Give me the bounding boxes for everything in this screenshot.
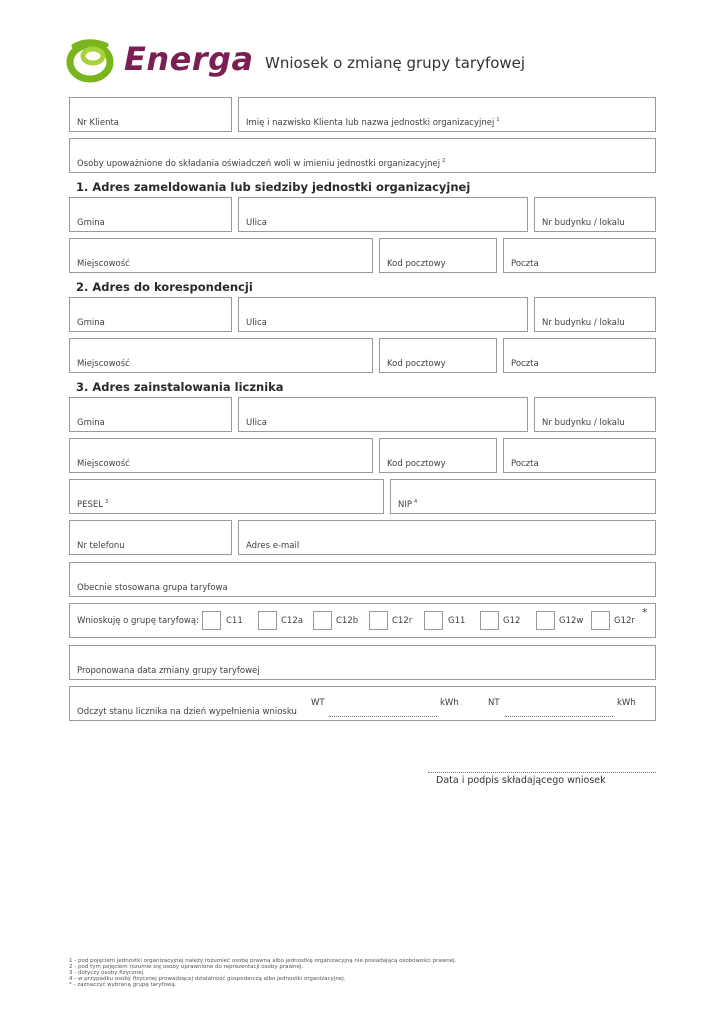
client-name-label: Imię i nazwisko Klienta lub nazwa jednostki organizacyjnej (246, 118, 495, 128)
footnote-ref-2: 2 (442, 158, 446, 165)
s1-miejscowosc-field[interactable] (69, 238, 373, 273)
footnote-ref-1: 1 (496, 117, 500, 124)
proposed-date-label: Proponowana data zmiany grupy taryfowej (77, 666, 260, 676)
footnote-5: * - zaznaczyć wybraną grupę taryfową. (69, 982, 177, 988)
s3-ulica-label: Ulica (246, 418, 267, 428)
phone-label: Nr telefonu (77, 541, 125, 551)
s3-miejscowosc-field[interactable] (69, 438, 373, 473)
s1-poczta-field[interactable] (503, 238, 656, 273)
checkbox-c11[interactable] (202, 611, 221, 630)
s2-kod-field[interactable] (379, 338, 497, 373)
option-c11-label: C11 (226, 616, 243, 626)
s3-kod-label: Kod pocztowy (387, 459, 446, 469)
client-number-label: Nr Klienta (77, 118, 120, 128)
proposed-date-field[interactable] (69, 645, 656, 680)
s3-poczta-label: Poczta (511, 459, 539, 469)
brand-name: Energa (124, 40, 254, 78)
s2-gmina-field[interactable] (69, 297, 232, 332)
form-title: Wniosek o zmianę grupy taryfowej (265, 54, 526, 72)
nt-label: NT (488, 698, 500, 708)
section-2-heading: 2. Adres do korespondencji (76, 280, 253, 294)
email-field[interactable] (238, 520, 656, 555)
footnote-ref-3: 3 (105, 499, 109, 506)
footnote-1: 1 - pod pojęciem jednostki organizacyjnej należy rozumieć osobę prawną albo jednostkę organizacyjną nie posiadającą osobowości prawnej. (69, 958, 457, 964)
checkbox-c12b[interactable] (313, 611, 332, 630)
s2-poczta-field[interactable] (503, 338, 656, 373)
meter-reading-label: Odczyt stanu licznika na dzień wypełnienia wniosku (77, 707, 297, 717)
checkbox-c12a[interactable] (258, 611, 277, 630)
footnote-ref-4: 4 (414, 499, 418, 506)
footnote-2: 2 - pod tym pojęciem rozumie się osoby uprawnione do reprezentacji osoby prawnej. (69, 964, 304, 970)
s2-gmina-label: Gmina (77, 318, 105, 328)
s2-nr-budynku-label: Nr budynku / lokalu (542, 318, 625, 328)
option-c12r-label: C12r (392, 616, 413, 626)
s1-miejscowosc-label: Miejscowość (77, 259, 130, 269)
s1-kod-field[interactable] (379, 238, 497, 273)
client-number-field[interactable] (69, 97, 232, 132)
s1-gmina-label: Gmina (77, 218, 105, 228)
option-g11-label: G11 (448, 616, 466, 626)
s2-nr-budynku-field[interactable] (534, 297, 656, 332)
nip-label: NIP (398, 500, 412, 510)
option-g12r-label: G12r (614, 616, 635, 626)
energa-logo (66, 36, 254, 84)
checkbox-g11[interactable] (424, 611, 443, 630)
requested-tariff-row (69, 603, 656, 638)
s2-poczta-label: Poczta (511, 359, 539, 369)
email-label: Adres e-mail (246, 541, 300, 551)
wt-input-line[interactable] (329, 716, 437, 717)
phone-field[interactable] (69, 520, 232, 555)
s3-poczta-field[interactable] (503, 438, 656, 473)
section-1-heading: 1. Adres zameldowania lub siedziby jednostki organizacyjnej (76, 180, 471, 194)
energa-swirl-icon (66, 36, 116, 84)
s2-ulica-label: Ulica (246, 318, 267, 328)
requested-tariff-label: Wnioskuję o grupę taryfową: (77, 616, 199, 626)
wt-unit: kWh (440, 698, 459, 708)
s2-kod-label: Kod pocztowy (387, 359, 446, 369)
authorized-persons-field[interactable] (69, 138, 656, 173)
checkbox-g12r[interactable] (591, 611, 610, 630)
current-tariff-field[interactable] (69, 562, 656, 597)
s3-miejscowosc-label: Miejscowość (77, 459, 130, 469)
checkbox-c12r[interactable] (369, 611, 388, 630)
s1-ulica-label: Ulica (246, 218, 267, 228)
checkbox-g12w[interactable] (536, 611, 555, 630)
authorized-persons-label: Osoby upoważnione do składania oświadczeń woli w imieniu jednostki organizacyjnej (77, 159, 441, 169)
s3-nr-budynku-field[interactable] (534, 397, 656, 432)
s1-poczta-label: Poczta (511, 259, 539, 269)
meter-reading-row (69, 686, 656, 721)
footnote-3: 3 - dotyczy osoby fizycznej. (69, 970, 145, 976)
nip-field[interactable] (390, 479, 656, 514)
current-tariff-label: Obecnie stosowana grupa taryfowa (77, 583, 228, 593)
signature-label: Data i podpis składającego wniosek (436, 775, 606, 786)
s3-kod-field[interactable] (379, 438, 497, 473)
s1-gmina-field[interactable] (69, 197, 232, 232)
s2-ulica-field[interactable] (238, 297, 528, 332)
s3-gmina-field[interactable] (69, 397, 232, 432)
s2-miejscowosc-label: Miejscowość (77, 359, 130, 369)
tariff-asterisk: * (642, 606, 648, 619)
nt-input-line[interactable] (505, 716, 613, 717)
pesel-label: PESEL (77, 500, 103, 510)
client-name-field[interactable] (238, 97, 656, 132)
s1-nr-budynku-label: Nr budynku / lokalu (542, 218, 625, 228)
s1-kod-label: Kod pocztowy (387, 259, 446, 269)
s2-miejscowosc-field[interactable] (69, 338, 373, 373)
checkbox-g12[interactable] (480, 611, 499, 630)
s3-nr-budynku-label: Nr budynku / lokalu (542, 418, 625, 428)
pesel-field[interactable] (69, 479, 384, 514)
option-g12w-label: G12w (559, 616, 584, 626)
s3-gmina-label: Gmina (77, 418, 105, 428)
s1-nr-budynku-field[interactable] (534, 197, 656, 232)
footnote-4: 4 - w przypadku osoby fizycznej prowadzącej działalność gospodarczą albo jednostki organizacyjnej. (69, 976, 346, 982)
option-g12-label: G12 (503, 616, 521, 626)
option-c12a-label: C12a (281, 616, 303, 626)
wt-label: WT (311, 698, 325, 708)
s1-ulica-field[interactable] (238, 197, 528, 232)
nt-unit: kWh (617, 698, 636, 708)
option-c12b-label: C12b (336, 616, 359, 626)
section-3-heading: 3. Adres zainstalowania licznika (76, 380, 284, 394)
s3-ulica-field[interactable] (238, 397, 528, 432)
signature-line[interactable] (428, 772, 656, 773)
